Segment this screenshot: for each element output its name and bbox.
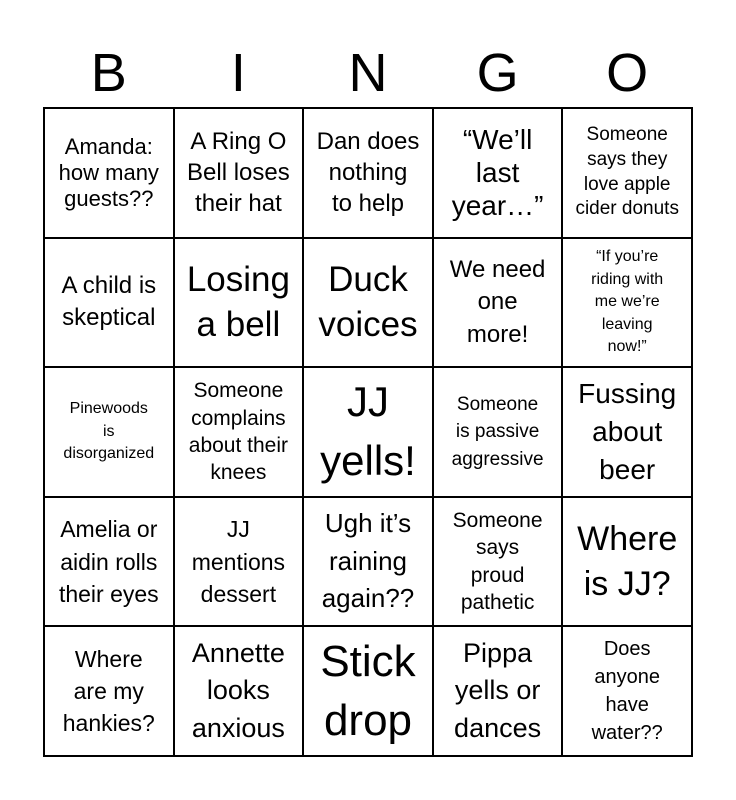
bingo-cell[interactable]: Someone says proud pathetic [433,497,563,627]
bingo-cell[interactable]: “We’ll last year…” [433,108,563,238]
bingo-cell[interactable]: Where is JJ? [562,497,692,627]
bingo-cell[interactable]: Pippa yells or dances [433,626,563,756]
bingo-cell[interactable]: Ugh it’s raining again?? [303,497,433,627]
header-letter-g: G [476,43,519,103]
bingo-cell[interactable]: A Ring O Bell loses their hat [174,108,304,238]
bingo-cell[interactable]: Stick drop [303,626,433,756]
header-letter-n: N [348,43,388,103]
bingo-grid [43,107,693,757]
header-letter-b: B [90,43,127,103]
bingo-cell[interactable]: Amanda: how many guests?? [44,108,174,238]
bingo-cell[interactable]: Amelia or aidin rolls their eyes [44,497,174,627]
bingo-cell[interactable]: Someone complains about their knees [174,367,304,497]
bingo-cell[interactable]: A child is skeptical [44,238,174,368]
bingo-cell[interactable]: Fussing about beer [562,367,692,497]
bingo-cell[interactable]: JJ mentions dessert [174,497,304,627]
bingo-cell[interactable]: Someone says they love apple cider donuts [562,108,692,238]
bingo-cell[interactable]: Dan does nothing to help [303,108,433,238]
bingo-cell[interactable]: Does anyone have water?? [562,626,692,756]
bingo-cell[interactable]: Annette looks anxious [174,626,304,756]
bingo-cell[interactable]: Pinewoods is disorganized [44,367,174,497]
bingo-header [44,40,692,106]
bingo-cell[interactable]: Someone is passive aggressive [433,367,563,497]
bingo-cell[interactable]: Losing a bell [174,238,304,368]
header-letter-o: O [606,43,649,103]
header-letter-i: I [230,43,246,103]
bingo-cell[interactable]: We need one more! [433,238,563,368]
bingo-cell[interactable]: “If you’re riding with me we’re leaving now!” [562,238,692,368]
bingo-cell[interactable]: Where are my hankies? [44,626,174,756]
bingo-cell[interactable]: JJ yells! [303,367,433,497]
bingo-cell[interactable]: Duck voices [303,238,433,368]
